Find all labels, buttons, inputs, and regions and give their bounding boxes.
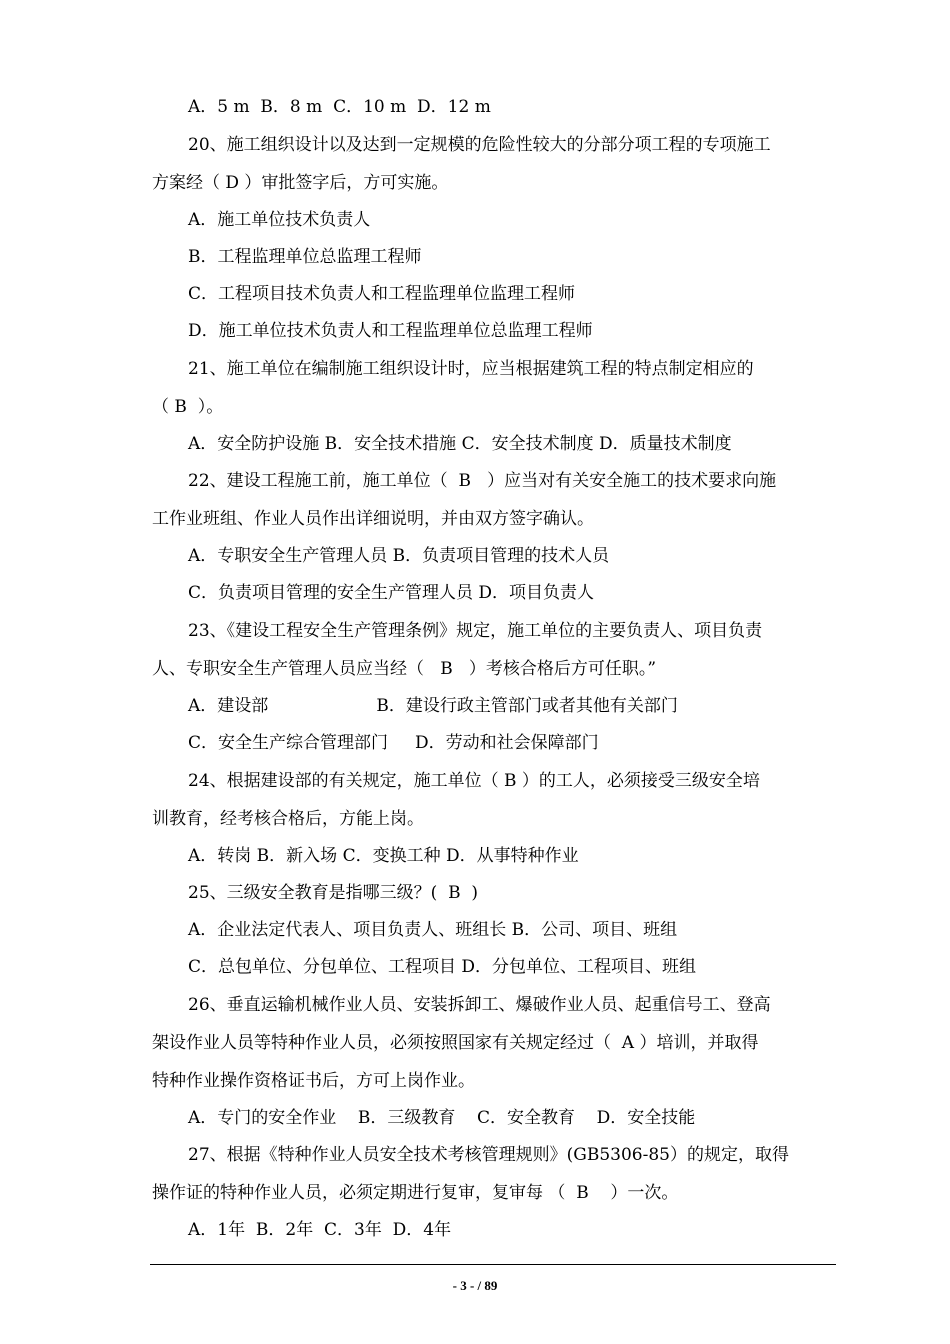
text-line: C．负责项目管理的安全生产管理人员 D．项目负责人 [188, 583, 595, 603]
page-number: - 3 - / 89 [452, 1278, 498, 1293]
text-line: C．总包单位、分包单位、工程项目 D．分包单位、工程项目、班组 [188, 957, 697, 977]
text-line: 训教育，经考核合格后，方能上岗。 [152, 809, 424, 829]
text-line: 23、《建设工程安全生产管理条例》规定，施工单位的主要负责人、项目负责 [188, 621, 763, 641]
text-line: A．安全防护设施 B．安全技术措施 C．安全技术制度 D．质量技术制度 [188, 434, 732, 454]
text-line: C．工程项目技术负责人和工程监理单位监理工程师 [188, 284, 576, 304]
text-line: 工作业班组、作业人员作出详细说明，并由双方签字确认。 [152, 509, 594, 529]
text-line: （ B ）。 [152, 397, 224, 417]
text-line: 22、建设工程施工前，施工单位（ B ）应当对有关安全施工的技术要求向施 [188, 471, 777, 491]
text-line: 方案经（ D ）审批签字后，方可实施。 [152, 173, 449, 193]
text-line: A．1年 B．2年 C．3年 D．4年 [188, 1220, 452, 1240]
text-line: A．企业法定代表人、项目负责人、班组长 B．公司、项目、班组 [188, 920, 678, 940]
text-line: A．转岗 B．新入场 C．变换工种 D．从事特种作业 [188, 846, 579, 866]
text-line: 20、施工组织设计以及达到一定规模的危险性较大的分部分项工程的专项施工 [188, 135, 771, 155]
text-line: A．5 m B．8 m C．10 m D．12 m [188, 97, 491, 117]
text-line: B．工程监理单位总监理工程师 [188, 247, 422, 267]
text-line: D．施工单位技术负责人和工程监理单位总监理工程师 [188, 321, 593, 341]
text-line: 25、三级安全教育是指哪三级？( B ) [188, 883, 479, 903]
text-line: 人、专职安全生产管理人员应当经（ B ）考核合格后方可任职。” [152, 659, 657, 679]
text-line: 27、根据《特种作业人员安全技术考核管理规则》(GB5306-85）的规定，取得 [188, 1145, 789, 1165]
text-line: A．施工单位技术负责人 [188, 210, 371, 230]
text-line: 24、根据建设部的有关规定，施工单位（ B ）的工人，必须接受三级安全培 [188, 771, 760, 791]
text-line: A．建设部 B．建设行政主管部门或者其他有关部门 [188, 696, 678, 716]
text-line: 26、垂直运输机械作业人员、安装拆卸工、爆破作业人员、起重信号工、登高 [188, 995, 771, 1015]
text-line: A．专门的安全作业 B．三级教育 C．安全教育 D．安全技能 [188, 1108, 696, 1128]
text-line: 特种作业操作资格证书后，方可上岗作业。 [152, 1071, 475, 1091]
text-line: 操作证的特种作业人员，必须定期进行复审，复审每 （ B ）一次。 [152, 1183, 679, 1203]
text-line: C．安全生产综合管理部门 D．劳动和社会保障部门 [188, 733, 599, 753]
footer-rule [150, 1264, 836, 1265]
text-line: 21、施工单位在编制施工组织设计时，应当根据建筑工程的特点制定相应的 [188, 359, 754, 379]
text-line: 架设作业人员等特种作业人员，必须按照国家有关规定经过（ A ）培训，并取得 [152, 1033, 759, 1053]
text-line: A．专职安全生产管理人员 B．负责项目管理的技术人员 [188, 546, 610, 566]
